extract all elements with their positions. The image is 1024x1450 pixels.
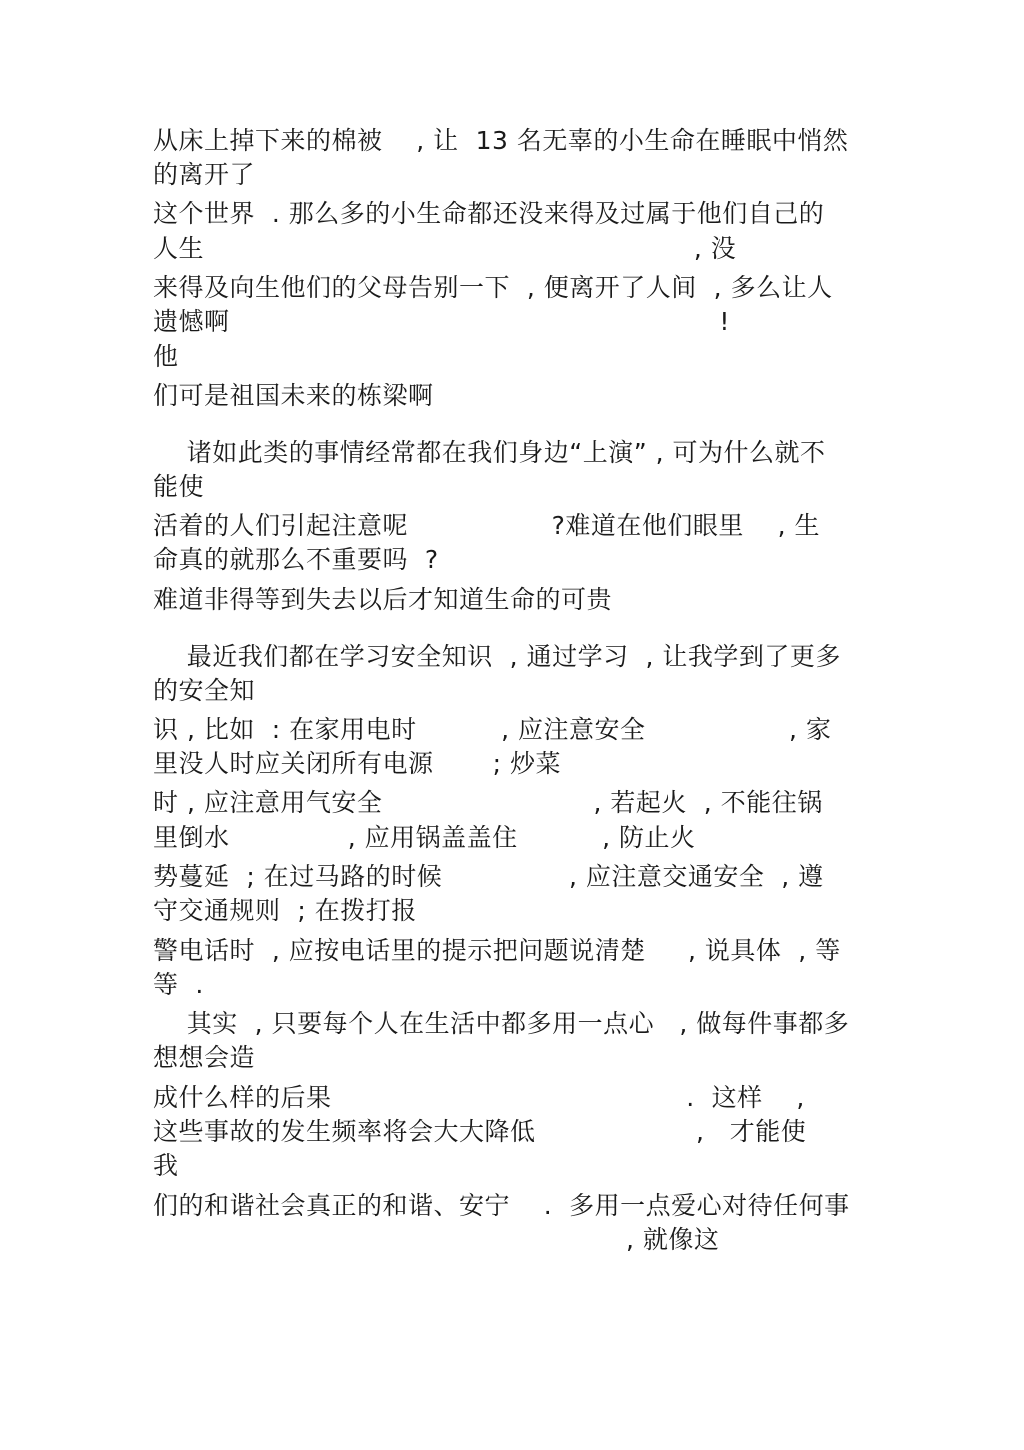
text-line-9: 诸如此类的事情经常都在我们身边“上演” , 可为什么就不 — [153, 438, 826, 467]
text-line-21: 守交通规则 ; 在拨打报 — [153, 896, 417, 925]
text-line-18: 时 , 应注意用气安全 , 若起火 , 不能往锅 — [153, 788, 823, 817]
text-line-22: 警电话时 , 应按电话里的提示把问题说清楚 , 说具体 , 等 — [153, 936, 841, 965]
text-line-23: 等 . — [153, 970, 204, 999]
text-line-2: 的离开了 — [153, 160, 256, 189]
text-line-30: , 就像这 — [153, 1225, 720, 1254]
text-line-28: 我 — [153, 1151, 179, 1180]
text-line-13: 难道非得等到失去以后才知道生命的可贵 — [153, 585, 613, 614]
text-line-7: 他 — [153, 342, 179, 371]
text-line-4: 人生 , 没 — [153, 234, 737, 263]
text-line-20: 势蔓延 ; 在过马路的时候 , 应注意交通安全 , 遵 — [153, 862, 824, 891]
text-line-25: 想想会造 — [153, 1043, 256, 1072]
text-line-10: 能使 — [153, 472, 205, 501]
text-line-29: 们的和谐社会真正的和谐、安宁 . 多用一点爱心对待任何事 — [153, 1191, 850, 1220]
text-line-24: 其实 , 只要每个人在生活中都多用一点心 , 做每件事都多 — [153, 1009, 850, 1038]
text-line-16: 识 , 比如 : 在家用电时 , 应注意安全 , 家 — [153, 715, 832, 744]
text-line-8: 们可是祖国未来的栋梁啊 — [153, 381, 434, 410]
text-line-15: 的安全知 — [153, 676, 256, 705]
text-line-3: 这个世界 . 那么多的小生命都还没来得及过属于他们自己的 — [153, 199, 825, 228]
text-line-26: 成什么样的后果 . 这样 , — [153, 1083, 805, 1112]
text-line-6: 遗憾啊 ! — [153, 307, 730, 336]
text-line-14: 最近我们都在学习安全知识 , 通过学习 , 让我学到了更多 — [153, 642, 841, 671]
text-line-12: 命真的就那么不重要吗 ? — [153, 545, 439, 574]
text-line-5: 来得及向生他们的父母告别一下 , 便离开了人间 , 多么让人 — [153, 273, 833, 302]
text-line-19: 里倒水 , 应用锅盖盖住 , 防止火 — [153, 823, 696, 852]
text-line-11: 活着的人们引起注意呢 ?难道在他们眼里 , 生 — [153, 511, 821, 540]
text-line-17: 里没人时应关闭所有电源 ; 炒菜 — [153, 749, 561, 778]
text-line-27: 这些事故的发生频率将会大大降低 , 才能使 — [153, 1117, 807, 1146]
text-line-1: 从床上掉下来的棉被 , 让 13 名无辜的小生命在睡眠中悄然 — [153, 126, 849, 155]
